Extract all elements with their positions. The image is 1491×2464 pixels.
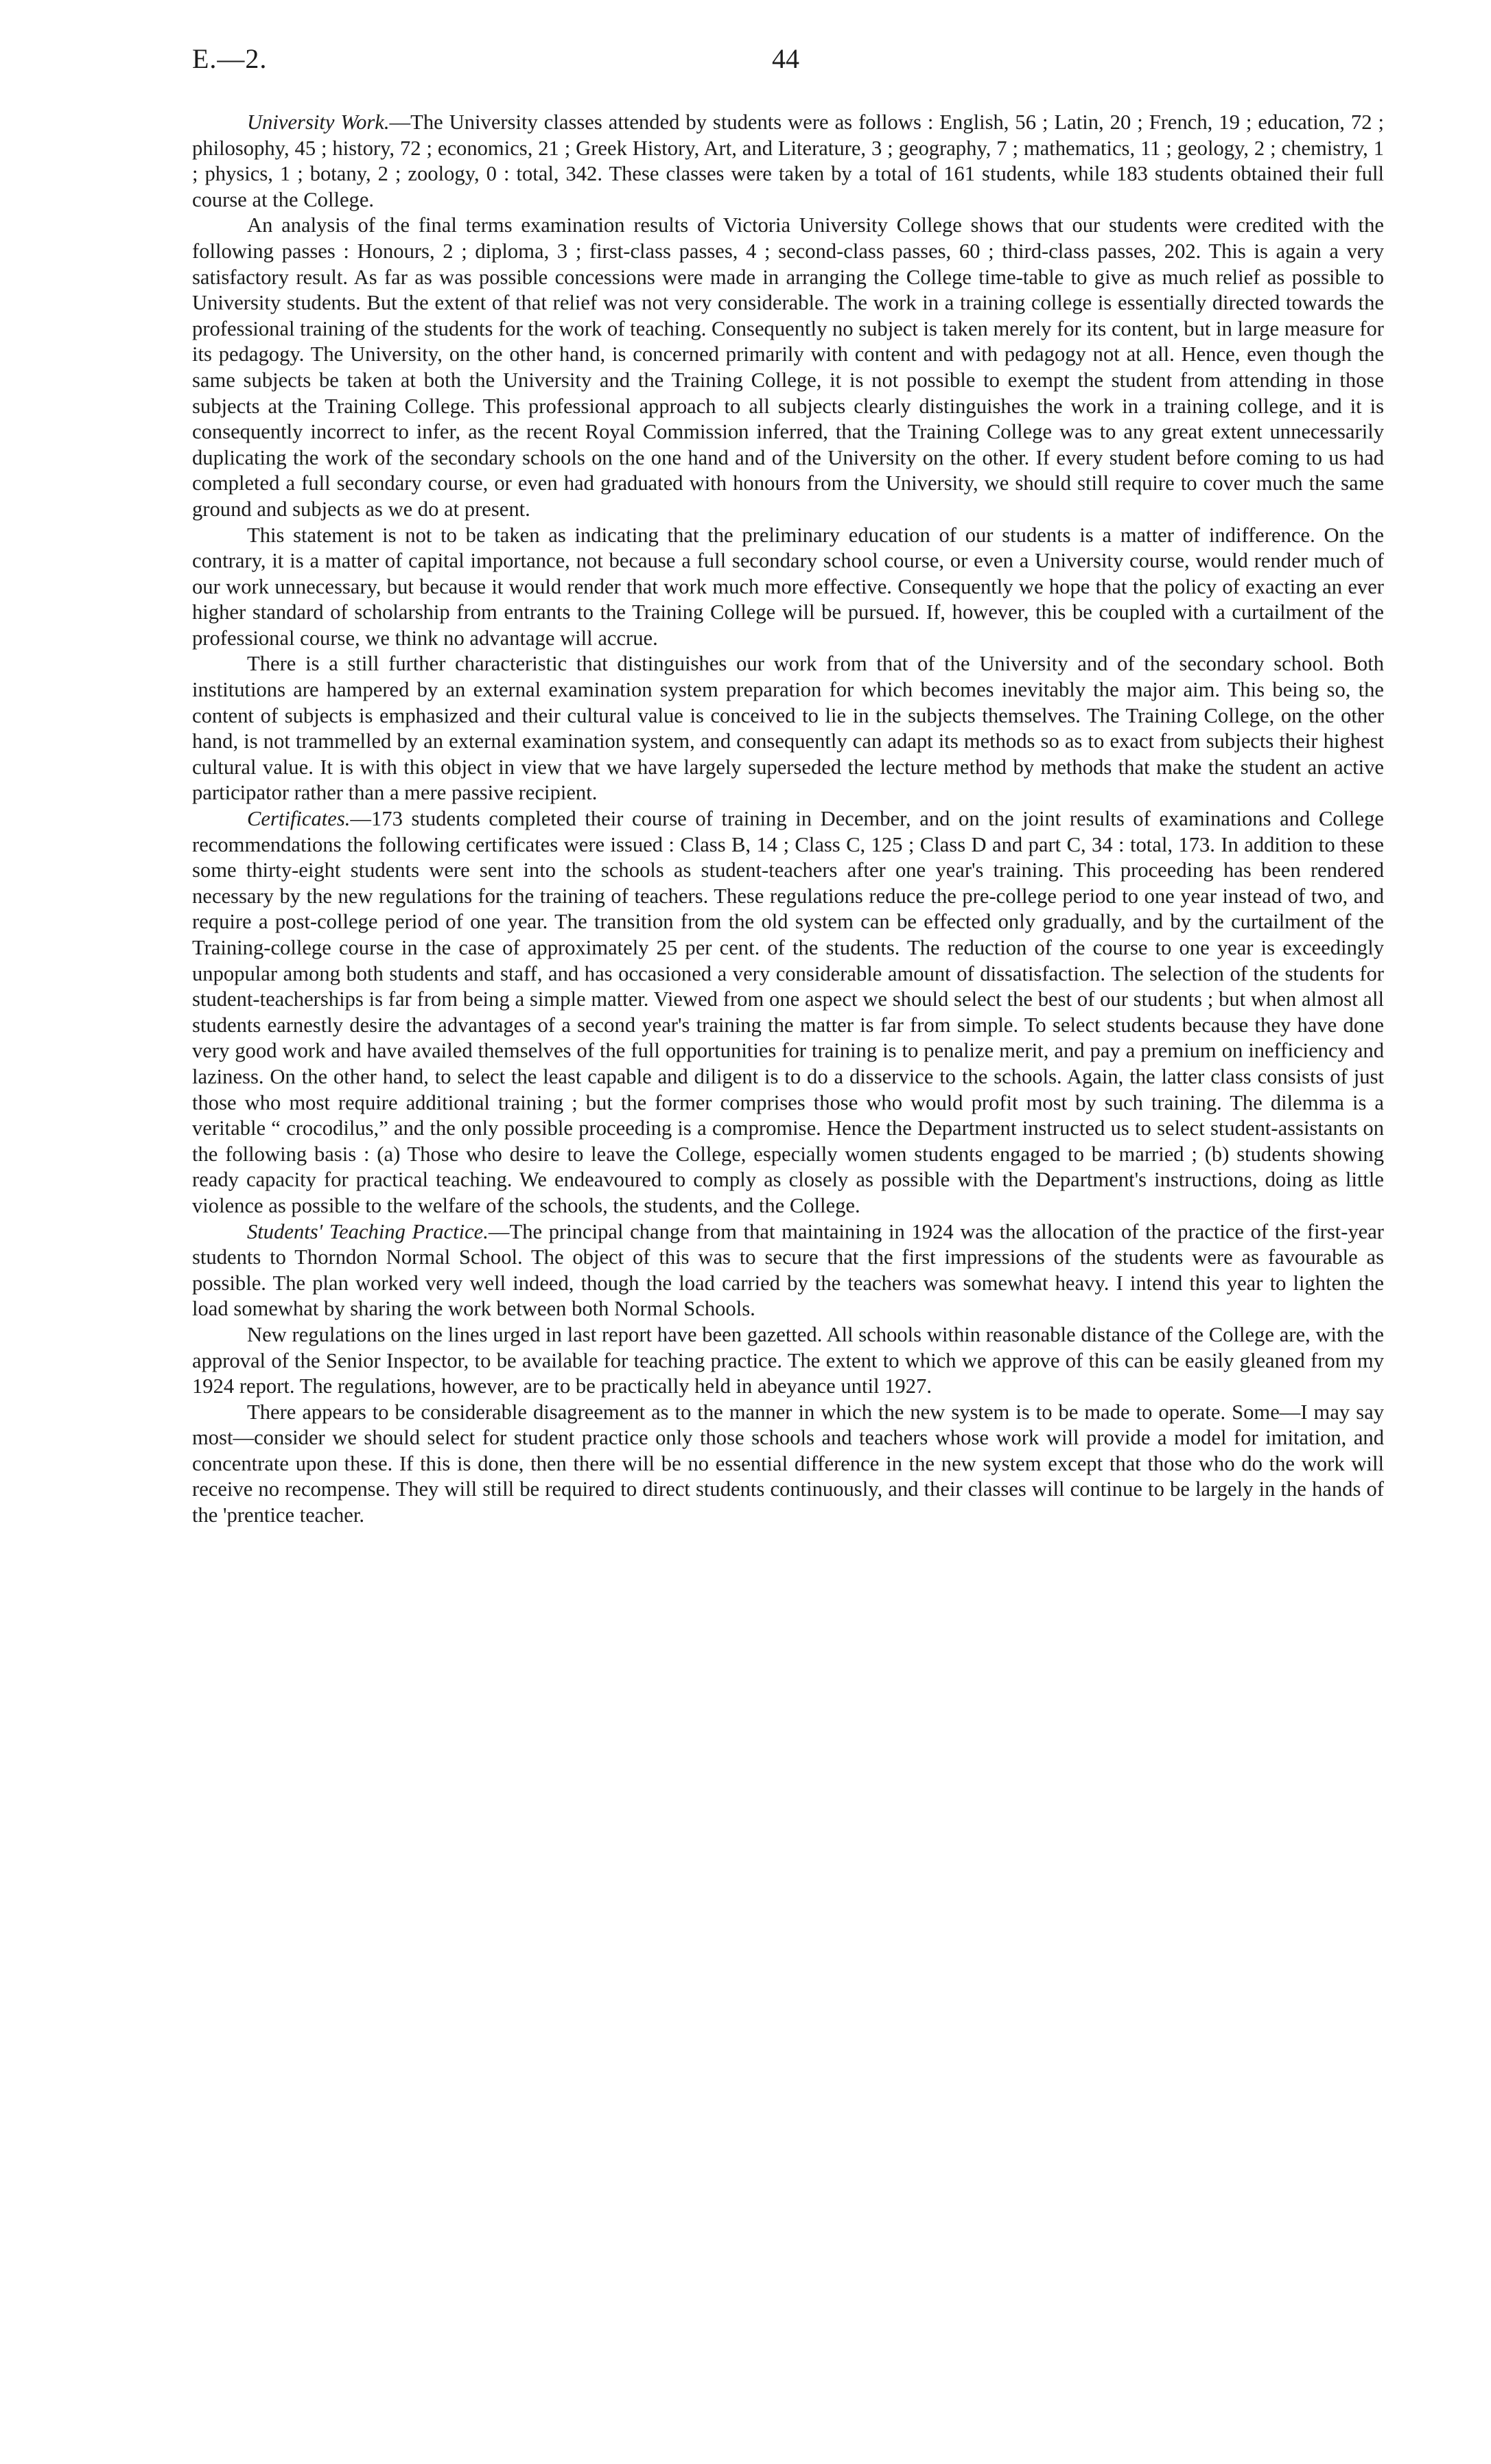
paragraph-lead: Students' Teaching Practice. (247, 1219, 489, 1243)
paragraph-text: —The principal change from that maintaining in 1924 was the allocation of the practice of the first-year students to Thorndon Normal School. The object of this was to secure that the first impressions of the students were as favourable as possible. The plan worked very well indeed, though the load carried by the teachers was somewhat heavy. I intend this year to lighten the load somewhat by sharing the work between both Normal Schools. (192, 1219, 1384, 1321)
paragraph-lead: Certificates. (247, 807, 351, 831)
paragraph-preliminary-education (192, 523, 1384, 652)
report-body (192, 110, 1384, 1529)
paragraph-examination-system (192, 651, 1384, 806)
paragraph-university-work (192, 110, 1384, 213)
paragraph-new-system (192, 1400, 1384, 1529)
paragraph-new-regulations (192, 1322, 1384, 1400)
page-header (192, 43, 1384, 84)
paragraph-teaching-practice (192, 1219, 1384, 1322)
paragraph-text: An analysis of the final terms examination results of Victoria University College shows that our students were credited with the following passes : Honours, 2 ; diploma, 3 ; first-class passes, 4 ; second-class passes, 60 ; third-class passes, 202. This is again a very satisfactory result. As far as was possible concessions were made in arranging the College time-table to give as much relief as possible to University students. But the extent of that relief was not very considerable. The work in a training college is essentially directed towards the professional training of the students for the work of teaching. Consequently no subject is taken merely for its content, but in large measure for its pedagogy. The University, on the other hand, is concerned primarily with content and with pedagogy not at all. Hence, even though the same subjects be taken at both the University and the Training College, it is not possible to exempt the student from attending in those subjects at the Training College. This professional approach to all subjects clearly distinguishes the work in a training college, and it is consequently incorrect to infer, as the recent Royal Commission inferred, that the Training College was to any great extent unnecessarily duplicating the work of the secondary schools on the one hand and of the University on the other. If every student before coming to us had completed a full secondary course, or even had graduated with honours from the University, we should still require to cover much the same ground and subjects as we do at present. (192, 213, 1384, 521)
paragraph-examination-results (192, 213, 1384, 522)
page-number: 44 (772, 43, 799, 74)
paragraph-lead: University Work. (247, 110, 390, 134)
paragraph-certificates (192, 806, 1384, 1219)
document-reference: E.—2. (192, 43, 268, 74)
paragraph-text: New regulations on the lines urged in last report have been gazetted. All schools within reasonable distance of the College are, with the approval of the Senior Inspector, to be available for teaching practice. The extent to which we approve of this can be easily gleaned from my 1924 report. The regulations, however, are to be practically held in abeyance until 1927. (192, 1322, 1384, 1398)
paragraph-text: There appears to be considerable disagreement as to the manner in which the new system is to be made to operate. Some—I may say most—consider we should select for student practice only those schools and teachers whose work will provide a model for imitation, and concentrate upon these. If this is done, then there will be no essential difference in the new system except that those who do the work will receive no recompense. They will still be required to direct students continuously, and their classes will continue to be largely in the hands of the 'prentice teacher. (192, 1400, 1384, 1527)
paragraph-text: This statement is not to be taken as indicating that the preliminary education of our students is a matter of indifference. On the contrary, it is a matter of capital importance, not because a full secondary school course, or even a University course, would render much of our work unnecessary, but because it would render that work much more effective. Consequently we hope that the policy of exacting an ever higher standard of scholarship from entrants to the Training College will be pursued. If, however, this be coupled with a curtailment of the professional course, we think no advantage will accrue. (192, 523, 1384, 650)
paragraph-text: —173 students completed their course of training in December, and on the joint results of examinations and College recommendations the following certificates were issued : Class B, 14 ; Class C, 125 ; Class D and part C, 34 : total, 173. In addition to these some thirty-eight students were sent into the schools as student-teachers after one year's training. This proceeding has been rendered necessary by the new regulations for the training of teachers. These regulations reduce the pre-college period to one year instead of two, and require a post-college period of one year. The transition from the old system can be effected only gradually, and by the curtailment of the Training-college course in the case of approximately 25 per cent. of the students. The reduction of the course to one year is exceedingly unpopular among both students and staff, and has occasioned a very considerable amount of dissatisfaction. The selection of the students for student-teacherships is far from being a simple matter. Viewed from one aspect we should select the best of our students ; but when almost all students earnestly desire the advantages of a second year's training the matter is far from simple. To select students because they have done very good work and have availed themselves of the full opportunities for training is to penalize merit, and pay a premium on inefficiency and laziness. On the other hand, to select the least capable and diligent is to do a disservice to the schools. Again, the latter class consists of just those who most require additional training ; but the former comprises those who would profit most by such training. The dilemma is a veritable “ crocodilus,” and the only possible proceeding is a compromise. Hence the Department instructed us to select student-assistants on the following basis : (a) Those who desire to leave the College, especially women students engaged to be married ; (b) students showing ready capacity for practical teaching. We endeavoured to comply as closely as possible with the Department's instructions, doing as little violence as possible to the welfare of the schools, the students, and the College. (192, 807, 1384, 1217)
paragraph-text: —The University classes attended by students were as follows : English, 56 ; Latin, 20 ; French, 19 ; education, 72 ; philosophy, 45 ; history, 72 ; economics, 21 ; Greek History, Art, and Literature, 3 ; geography, 7 ; mathematics, 11 ; geology, 2 ; chemistry, 1 ; physics, 1 ; botany, 2 ; zoology, 0 : total, 342. These classes were taken by a total of 161 students, while 183 students obtained their full course at the College. (192, 110, 1384, 211)
paragraph-text: There is a still further characteristic that distinguishes our work from that of the University and of the secondary school. Both institutions are hampered by an external examination system preparation for which becomes inevitably the major aim. This being so, the content of subjects is emphasized and their cultural value is conceived to lie in the subjects themselves. The Training College, on the other hand, is not trammelled by an external examination system, and consequently can adapt its methods so as to exact from subjects their highest cultural value. It is with this object in view that we have largely superseded the lecture method by methods that make the student an active participator rather than a mere passive recipient. (192, 652, 1384, 805)
